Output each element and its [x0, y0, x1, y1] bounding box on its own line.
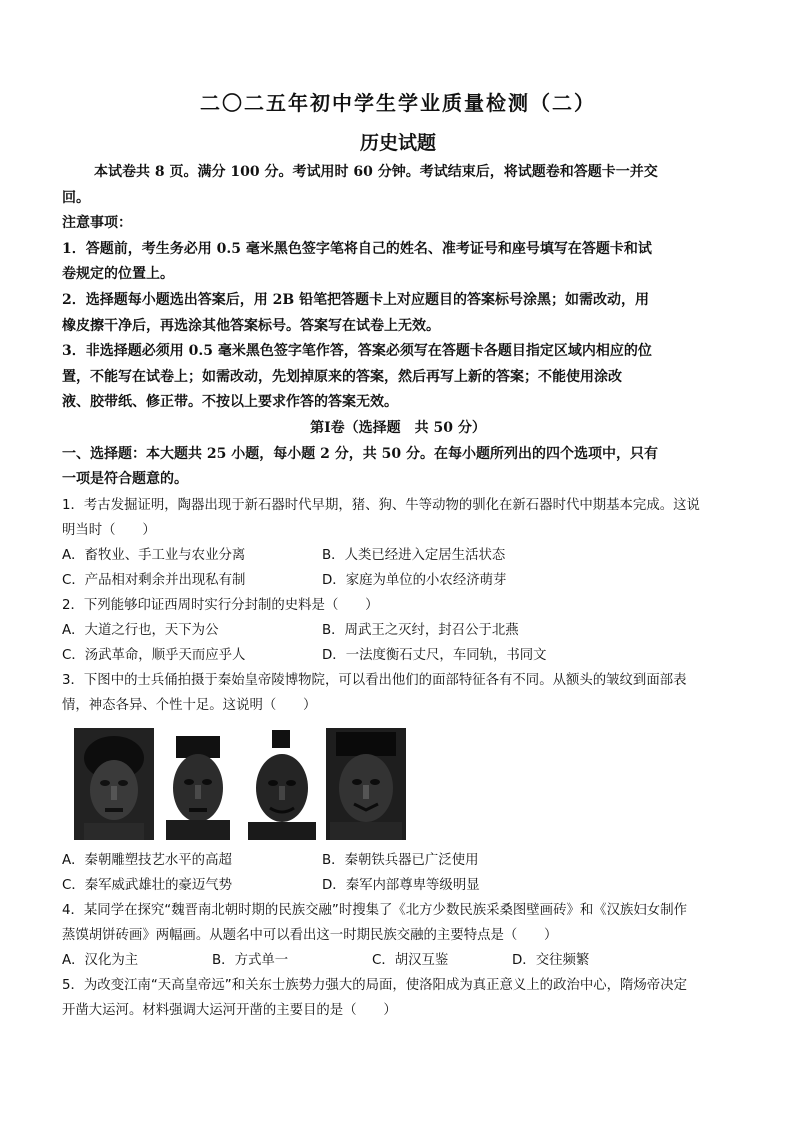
- question-2-stem: 2．下列能够印证西周时实行分封制的史料是（ ）: [62, 597, 379, 613]
- option-b: B．周武王之灭纣，封召公于北燕: [322, 622, 519, 638]
- question-1-stem: 明当时（ ）: [62, 522, 156, 538]
- question-5-stem: 开凿大运河。材料强调大运河开凿的主要目的是（ ）: [62, 1002, 397, 1018]
- intro-line: 本试卷共 8 页。满分 100 分。考试用时 60 分钟。考试结束后，将试题卷和答题卡一并交: [94, 164, 658, 180]
- notice-item: 3．非选择题必须用 0.5 毫米黑色签字笔作答，答案必须写在答题卡各题目指定区域内相应的位: [62, 343, 652, 360]
- question-1-stem: 1．考古发掘证明，陶器出现于新石器时代早期，猪、狗、牛等动物的驯化在新石器时代中期基本完成。这说: [62, 497, 700, 513]
- question-4-stem: 蒸馍胡饼砖画》两幅画。从题名中可以看出这一时期民族交融的主要特点是（ ）: [62, 927, 558, 943]
- option-d: D．交往频繁: [512, 952, 590, 968]
- notice-item: 液、胶带纸、修正带。不按以上要求作答的答案无效。: [62, 394, 398, 411]
- notice-item: 卷规定的位置上。: [62, 266, 174, 283]
- notice-title: 注意事项：: [62, 215, 132, 232]
- section-instructions: 一、选择题：本大题共 25 小题，每小题 2 分，共 50 分。在每小题所列出的四个选项中，只有: [62, 445, 658, 462]
- option-c: C．产品相对剩余并出现私有制: [62, 572, 246, 588]
- notice-item: 置，不能写在试卷上；如需改动，先划掉原来的答案，然后再写上新的答案；不能使用涂改: [62, 368, 622, 385]
- warrior-head-image: [326, 728, 406, 840]
- option-c: C．胡汉互鉴: [372, 952, 449, 968]
- warrior-head-image: [74, 728, 154, 840]
- option-d: D．家庭为单位的小农经济萌芽: [322, 572, 507, 588]
- option-c: C．秦军威武雄壮的豪迈气势: [62, 877, 233, 893]
- option-d: D．秦军内部尊卑等级明显: [322, 877, 480, 893]
- option-d: D．一法度衡石丈尺，车同轨，书同文: [322, 647, 547, 663]
- question-5-stem: 5．为改变江南“天高皇帝远”和关东士族势力强大的局面，使洛阳成为真正意义上的政治中心，隋炀帝决定: [62, 977, 687, 993]
- section-heading: 第Ⅰ卷（选择题 共 50 分）: [310, 419, 486, 436]
- notice-item: 1．答题前，考生务必用 0.5 毫米黑色签字笔将自己的姓名、准考证号和座号填写在答题卡和试: [62, 240, 652, 257]
- notice-item: 2．选择题每小题选出答案后，用 2B 铅笔把答题卡上对应题目的答案标号涂黑；如需改动，用: [62, 291, 650, 308]
- option-c: C．汤武革命，顺乎天而应乎人: [62, 647, 246, 663]
- option-b: B．秦朝铁兵器已广泛使用: [322, 852, 479, 868]
- warrior-head-image: [158, 728, 238, 840]
- exam-page: [62, 88, 734, 1023]
- question-3-stem: 3．下图中的士兵俑拍摄于秦始皇帝陵博物院，可以看出他们的面部特征各有不同。从额头的皱纹到面部表: [62, 672, 687, 688]
- option-a: A．汉化为主: [62, 952, 139, 968]
- question-4-stem: 4．某同学在探究“魏晋南北朝时期的民族交融”时搜集了《北方少数民族采桑图壁画砖》和《汉族妇女制作: [62, 902, 687, 918]
- option-b: B．人类已经进入定居生活状态: [322, 547, 506, 563]
- section-instructions: 一项是符合题意的。: [62, 471, 188, 488]
- question-1-options: [62, 543, 734, 593]
- question-3-stem: 情，神态各异、个性十足。这说明（ ）: [62, 697, 317, 713]
- option-a: A．秦朝雕塑技艺水平的高超: [62, 852, 232, 868]
- question-4-options: [62, 948, 734, 973]
- question-2-options: [62, 618, 734, 668]
- exam-subtitle: 历史试题: [359, 132, 436, 154]
- question-3-options: [62, 848, 734, 898]
- intro-line: 回。: [62, 189, 90, 206]
- notice-item: 橡皮擦干净后，再选涂其他答案标号。答案写在试卷上无效。: [62, 317, 440, 334]
- exam-title: 二〇二五年初中学生学业质量检测（二）: [200, 91, 596, 115]
- option-a: A．畜牧业、手工业与农业分离: [62, 547, 246, 563]
- warrior-head-image: [242, 728, 322, 840]
- option-b: B．方式单一: [212, 952, 289, 968]
- option-a: A．大道之行也，天下为公: [62, 622, 219, 638]
- terracotta-warriors-photo: [74, 728, 734, 840]
